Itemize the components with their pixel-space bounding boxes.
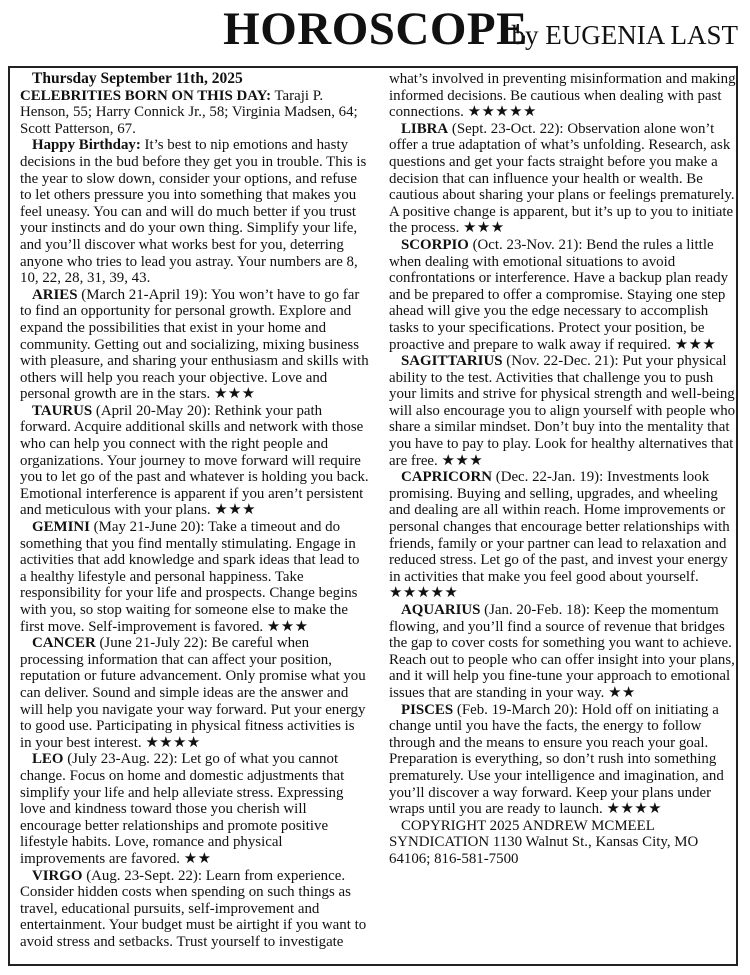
sign-text: Keep the momentum flowing, and you’ll find a source of revenue that bridges the gap to cover costs for something you want to achieve. Reach out to people who can offer insight into your plans, and it will help you fine-tune your approach to emotional issues that are standing in your way.	[389, 602, 735, 701]
sign-name: SCORPIO	[401, 236, 469, 253]
sign-aquarius	[389, 602, 738, 702]
sign-name: LIBRA	[401, 120, 449, 137]
star-rating: ★★★★★	[467, 104, 537, 121]
masthead	[0, 0, 750, 60]
sign-taurus	[20, 403, 369, 519]
sign-dates: (Nov. 22-Dec. 21):	[506, 353, 619, 370]
byline: by EUGENIA LAST	[511, 20, 738, 50]
sign-pisces	[389, 702, 738, 818]
sign-dates: (May 21-June 20):	[93, 519, 205, 536]
sign-name: SAGITTARIUS	[401, 353, 503, 370]
star-rating: ★★★★	[145, 734, 201, 751]
star-rating: ★★★★	[606, 801, 662, 818]
date-line: Thursday September 11th, 2025	[32, 70, 243, 87]
birthday-label: Happy Birthday:	[32, 137, 141, 154]
sign-text: Observation alone won’t offer a true adaptation of what’s unfolding. Research, ask questions and get your facts straight before you make a decision that can influence your health or wealth. Be cautious about sharing your plans or feelings prematurely. A positive change is apparent, but it’s up to you to initiate the process.	[389, 120, 735, 237]
horoscope-columns	[20, 71, 738, 963]
sign-libra	[389, 121, 738, 237]
sign-text: Learn from experience. Consider hidden costs when spending on such things as travel, educational pursuits, self-improvement and entertainment. Your budget must be airtight if you want to avoid stress and setbacks. Trust yourself to investigate what’s involved in preventing misinformation and making informed decisions. Be cautious when dealing with past connections.	[20, 71, 736, 950]
sign-name: CANCER	[32, 635, 96, 652]
sign-name: TAURUS	[32, 402, 93, 419]
sign-name: PISCES	[401, 701, 454, 718]
star-rating: ★★★	[214, 502, 256, 519]
sign-dates: (March 21-April 19):	[81, 286, 208, 303]
star-rating: ★★★	[441, 452, 484, 469]
sign-dates: (July 23-Aug. 22):	[67, 751, 178, 768]
sign-dates: (April 20-May 20):	[95, 402, 211, 419]
sign-text: Hold off on initiating a change until you have the facts, the energy to follow through and the means to ensure you reach your goal. Preparation is everything, so don’t rush into something prematurely. Use your intelligence and imagination, and you’ll discover a way forward. Keep your plans under wraps until you are ready to launch.	[389, 701, 724, 818]
sign-text: Bend the rules a little when dealing with emotional situations to avoid confrontations or interference. Have a backup plan ready and be prepared to offer a compromise. Staying one step ahead will give you the edge necessary to accomplish tasks to your specifications. Protect your position, be proactive and prepare to walk away if required.	[389, 236, 729, 353]
sign-dates: (June 21-July 22):	[99, 635, 208, 652]
sign-scorpio	[389, 237, 738, 353]
sign-gemini	[20, 519, 369, 635]
column-frame	[8, 66, 738, 966]
star-rating: ★★	[608, 684, 636, 701]
sign-text: Rethink your path forward. Acquire additional skills and network with those who can help you connect with the right people and organizations. Your journey to move forward will require you to let go of the past and whatever is holding you back. Emotional interference is apparent if you aren’t persistent and meticulous with your plans.	[20, 402, 369, 519]
sign-dates: (Sept. 23-Oct. 22):	[451, 120, 564, 137]
page-title: HOROSCOPE	[223, 3, 528, 55]
celebrities-paragraph	[20, 88, 369, 138]
sign-capricorn	[389, 469, 738, 602]
sign-dates: (Dec. 22-Jan. 19):	[495, 469, 604, 486]
sign-name: ARIES	[32, 286, 78, 303]
sign-text: You won’t have to go far to find an opportunity for personal growth. Explore and expand the possibilities that exist in your home and community. Getting out and socializing, mixing business with pleasure, and sharing your enthusiasm and skills with others will help you reach your objective. Love and personal growth are in the stars.	[20, 286, 369, 403]
copyright-notice: COPYRIGHT 2025 ANDREW MCMEEL SYNDICATION 1130 Walnut St., Kansas City, MO 64106; 816-581-7500	[389, 817, 699, 867]
birthday-text: It’s best to nip emotions and hasty decisions in the bud before they get you in trouble. This is the year to slow down, consider your options, and refuse to let others pressure you into something that makes you feel uneasy. You can and will do much better if you trust your instincts and do your own thing. Simplify your life, and you’ll discover what works best for you, deterring anyone who tries to lead you astray. Your numbers are 8, 10, 22, 28, 31, 39, 43.	[20, 137, 367, 287]
celebrities-label: CELEBRITIES BORN ON THIS DAY:	[20, 87, 272, 104]
sign-cancer	[20, 635, 369, 751]
birthday-paragraph	[20, 137, 369, 286]
star-rating: ★★★	[213, 386, 256, 403]
sign-aries	[20, 287, 369, 403]
sign-name: AQUARIUS	[401, 602, 481, 618]
star-rating: ★★★★★	[389, 585, 459, 602]
sign-dates: (Feb. 19-March 20):	[456, 701, 579, 718]
star-rating: ★★★	[674, 336, 717, 353]
sign-leo	[20, 751, 369, 867]
sign-text: Investments look promising. Buying and selling, upgrades, and wheeling and dealing are all within reach. Home improvements or personal changes that encourage better relationships with friends, family or your partner can lead to relaxation and reduced stress. Let go of the past, and invest your energy in activities that make you feel good about yourself.	[389, 469, 730, 585]
sign-dates: (Jan. 20-Feb. 18):	[484, 602, 591, 618]
sign-text: Take a timeout and do something that you find mentally stimulating. Engage in activities that add knowledge and spark ideas that lead to a healthy lifestyle and personal happiness. Take responsibility for your life and prospects. Change begins with you, so stop waiting for someone else to make the first move. Self-improvement is favored.	[20, 519, 360, 635]
sign-name: VIRGO	[32, 867, 83, 884]
star-rating: ★★★	[266, 618, 309, 635]
sign-text: Let go of what you cannot change. Focus on home and domestic adjustments that simplify your life and help alleviate stress. Expressing love and kindness toward those you cherish will encourage better relationships and promote positive lifestyle habits. Love, romance and physical improvements are favored.	[20, 751, 345, 867]
sign-sagittarius	[389, 353, 738, 469]
star-rating: ★★★	[463, 220, 505, 237]
sign-name: CAPRICORN	[401, 469, 492, 486]
sign-text: Be careful when processing information that can affect your position, reputation or future advancement. Only promise what you can deliver. Sound and simple ideas are the answer and will help you navigate your way forward. Put your energy to good use. Participating in physical fitness activities is in your best interest.	[20, 635, 366, 751]
sign-name: LEO	[32, 751, 64, 768]
sign-name: GEMINI	[32, 519, 90, 536]
sign-text: Put your physical ability to the test. Activities that challenge you to push your limits and strive for physical strength and well-being will also encourage you to align yourself with people who share a similar mindset. Don’t buy into the mentality that you have to pay to play. Look for healthy alternatives that are free.	[389, 353, 736, 469]
star-rating: ★★	[183, 850, 212, 867]
sign-dates: (Oct. 23-Nov. 21):	[472, 236, 583, 253]
celebrities-text: Taraji P. Henson, 55; Harry Connick Jr., 58; Virginia Madsen, 64; Scott Patterson, 67.	[20, 87, 358, 137]
sign-dates: (Aug. 23-Sept. 22):	[86, 867, 203, 884]
